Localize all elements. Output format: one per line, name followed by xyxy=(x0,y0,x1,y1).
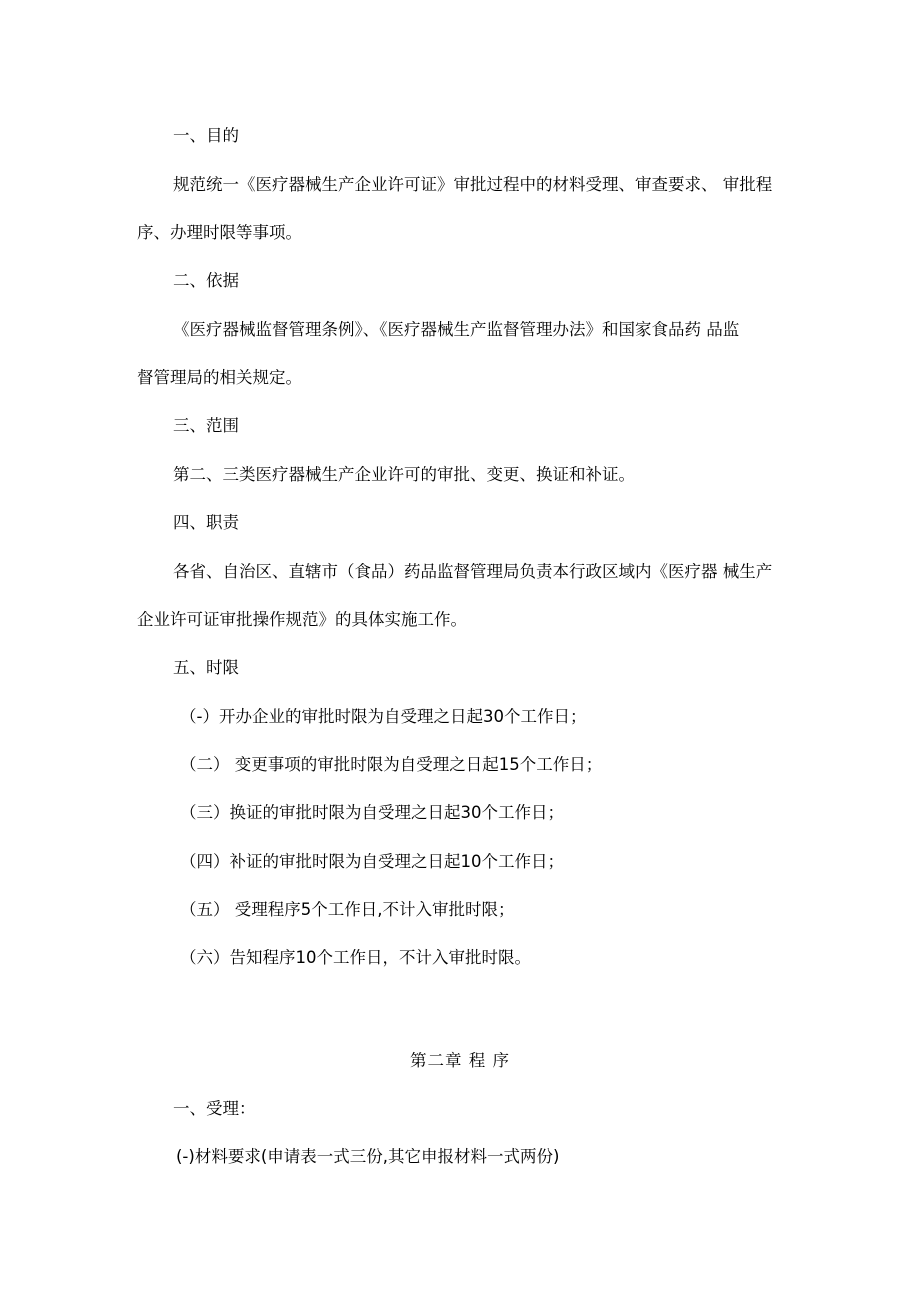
time-limit-item: （二） 变更事项的审批时限为自受理之日起15个工作日； xyxy=(180,755,603,774)
purpose-text-line-2: 序、办理时限等事项。 xyxy=(137,223,302,242)
duties-text-line-2: 企业许可证审批操作规范》的具体实施工作。 xyxy=(137,610,467,629)
duties-text-line-1: 各省、自治区、直辖市（食品）药品监督管理局负责本行政区域内《医疗器 械生产 xyxy=(173,562,773,581)
section-heading-basis: 二、依据 xyxy=(173,271,239,290)
chapter-title: 第二章 程 序 xyxy=(410,1051,510,1070)
section-heading-acceptance: 一、受理： xyxy=(173,1099,256,1118)
material-requirements-text: (-)材料要求(申请表一式三份,其它申报材料一式两份) xyxy=(176,1147,560,1166)
time-limit-item: （六）告知程序10个工作日，不计入审批时限。 xyxy=(180,948,531,967)
section-heading-time-limits: 五、时限 xyxy=(173,658,239,677)
time-limit-item: （五） 受理程序5个工作日,不计入审批时限； xyxy=(180,900,515,919)
time-limit-item: （三）换证的审批时限为自受理之日起30个工作日； xyxy=(180,803,564,822)
time-limit-item: （四）补证的审批时限为自受理之日起10个工作日； xyxy=(180,852,564,871)
section-heading-purpose: 一、目的 xyxy=(173,126,239,145)
time-limit-item: （-）开办企业的审批时限为自受理之日起30个工作日； xyxy=(180,707,587,726)
basis-text-line-2: 督管理局的相关规定。 xyxy=(137,368,302,387)
basis-text-line-1: 《医疗器械监督管理条例》、《医疗器械生产监督管理办法》和国家食品药 品监 xyxy=(173,320,740,339)
section-heading-duties: 四、职责 xyxy=(173,513,239,532)
section-heading-scope: 三、范围 xyxy=(173,416,239,435)
scope-text-line-1: 第二、三类医疗器械生产企业许可的审批、变更、换证和补证。 xyxy=(173,465,635,484)
purpose-text-line-1: 规范统一《医疗器械生产企业许可证》审批过程中的材料受理、审查要求、 审批程 xyxy=(173,175,773,194)
